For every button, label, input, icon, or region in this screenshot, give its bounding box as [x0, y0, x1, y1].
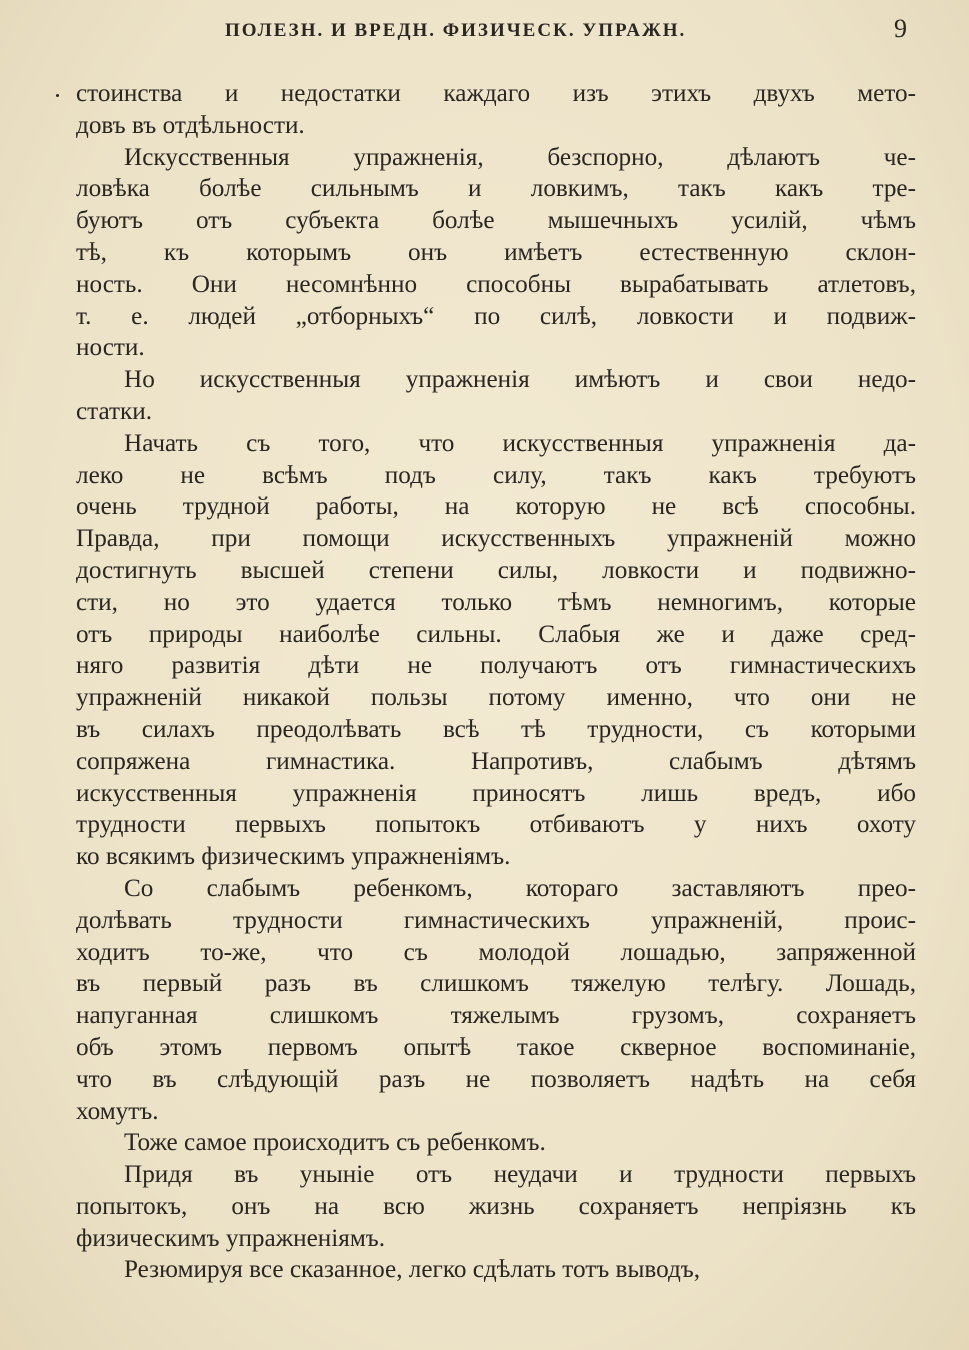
text-line: достигнуть высшей степени силы, ловкости и подвижно-: [76, 556, 916, 584]
paragraph: [76, 1127, 916, 1159]
text-line: Но искусственныя упражненія имѣютъ и свои недо-: [124, 366, 916, 394]
paragraph: [76, 873, 916, 1127]
text-line: сти, но это удается только тѣмъ немногимъ, которые: [76, 588, 916, 616]
text-line: довъ въ отдѣльности.: [76, 111, 305, 139]
paragraph: [76, 142, 916, 365]
paragraph: [76, 1159, 916, 1254]
text-line: хомутъ.: [76, 1097, 159, 1125]
body-text: [76, 78, 916, 1286]
text-line: что въ слѣдующій разъ не позволяетъ надѣть на себя: [76, 1065, 916, 1093]
page-number: 9: [894, 14, 907, 43]
text-line: Искусственныя упражненія, безспорно, дѣлаютъ че-: [124, 143, 916, 171]
text-line: физическимъ упражненіямъ.: [76, 1224, 386, 1252]
text-line: ловѣка болѣе сильнымъ и ловкимъ, такъ какъ тре-: [76, 175, 916, 203]
text-line: долѣвать трудности гимнастическихъ упражненій, проис-: [76, 906, 916, 934]
text-line: ходитъ то-же, что съ молодой лошадью, запряженной: [76, 938, 916, 966]
text-line: буютъ отъ субъекта болѣе мышечныхъ усилій, чѣмъ: [76, 207, 916, 235]
text-line: Тоже самое происходитъ съ ребенкомъ.: [124, 1129, 546, 1157]
text-line: Начать съ того, что искусственныя упражненія да-: [124, 429, 916, 457]
text-line: объ этомъ первомъ опытѣ такое скверное воспоминаніе,: [76, 1033, 916, 1061]
text-line: т. е. людей „отборныхъ“ по силѣ, ловкости и подвиж-: [76, 302, 916, 330]
paragraph: [76, 78, 916, 142]
text-line: ность. Они несомнѣнно способны вырабатывать атлетовъ,: [76, 270, 916, 298]
running-head: ПОЛЕЗН. И ВРЕДН. ФИЗИЧЕСК. УПРАЖН.: [225, 20, 687, 41]
text-line: Придя въ уныніе отъ неудачи и трудности первыхъ: [124, 1161, 916, 1189]
margin-mark: [56, 94, 59, 97]
text-line: тѣ, къ которымъ онъ имѣетъ естественную склон-: [76, 238, 916, 266]
text-line: статки.: [76, 397, 153, 425]
paragraph: [76, 1254, 916, 1286]
text-line: попытокъ, онъ на всю жизнь сохраняетъ непріязнь къ: [76, 1192, 916, 1220]
text-line: ности.: [76, 334, 145, 362]
text-line: упражненій никакой пользы потому именно, что они не: [76, 684, 916, 712]
text-line: въ первый разъ въ слишкомъ тяжелую телѣгу. Лошадь,: [76, 970, 916, 998]
text-line: Правда, при помощи искусственныхъ упражненій можно: [76, 525, 916, 553]
text-line: напуганная слишкомъ тяжелымъ грузомъ, сохраняетъ: [76, 1002, 916, 1030]
text-line: искусственныя упражненія приносятъ лишь вредъ, ибо: [76, 779, 916, 807]
text-line: въ силахъ преодолѣвать всѣ тѣ трудности, съ которыми: [76, 715, 916, 743]
paragraph: [76, 428, 916, 873]
text-line: отъ природы наиболѣе сильны. Слабыя же и даже сред-: [76, 620, 916, 648]
text-line: Со слабымъ ребенкомъ, котораго заставляютъ прео-: [124, 874, 916, 902]
text-line: трудности первыхъ попытокъ отбиваютъ у нихъ охоту: [76, 811, 916, 839]
text-line: очень трудной работы, на которую не всѣ способны.: [76, 493, 916, 521]
text-line: стоинства и недостатки каждаго изъ этихъ двухъ мето-: [76, 80, 916, 107]
text-line: леко не всѣмъ подъ силу, такъ какъ требуютъ: [76, 461, 916, 489]
text-line: ко всякимъ физическимъ упражненіямъ.: [76, 843, 511, 871]
text-line: Резюмируя все сказанное, легко сдѣлать тотъ выводъ,: [124, 1256, 701, 1284]
text-line: няго развитія дѣти не получаютъ отъ гимнастическихъ: [76, 652, 916, 680]
paragraph: [76, 364, 916, 428]
text-line: сопряжена гимнастика. Напротивъ, слабымъ дѣтямъ: [76, 747, 916, 775]
